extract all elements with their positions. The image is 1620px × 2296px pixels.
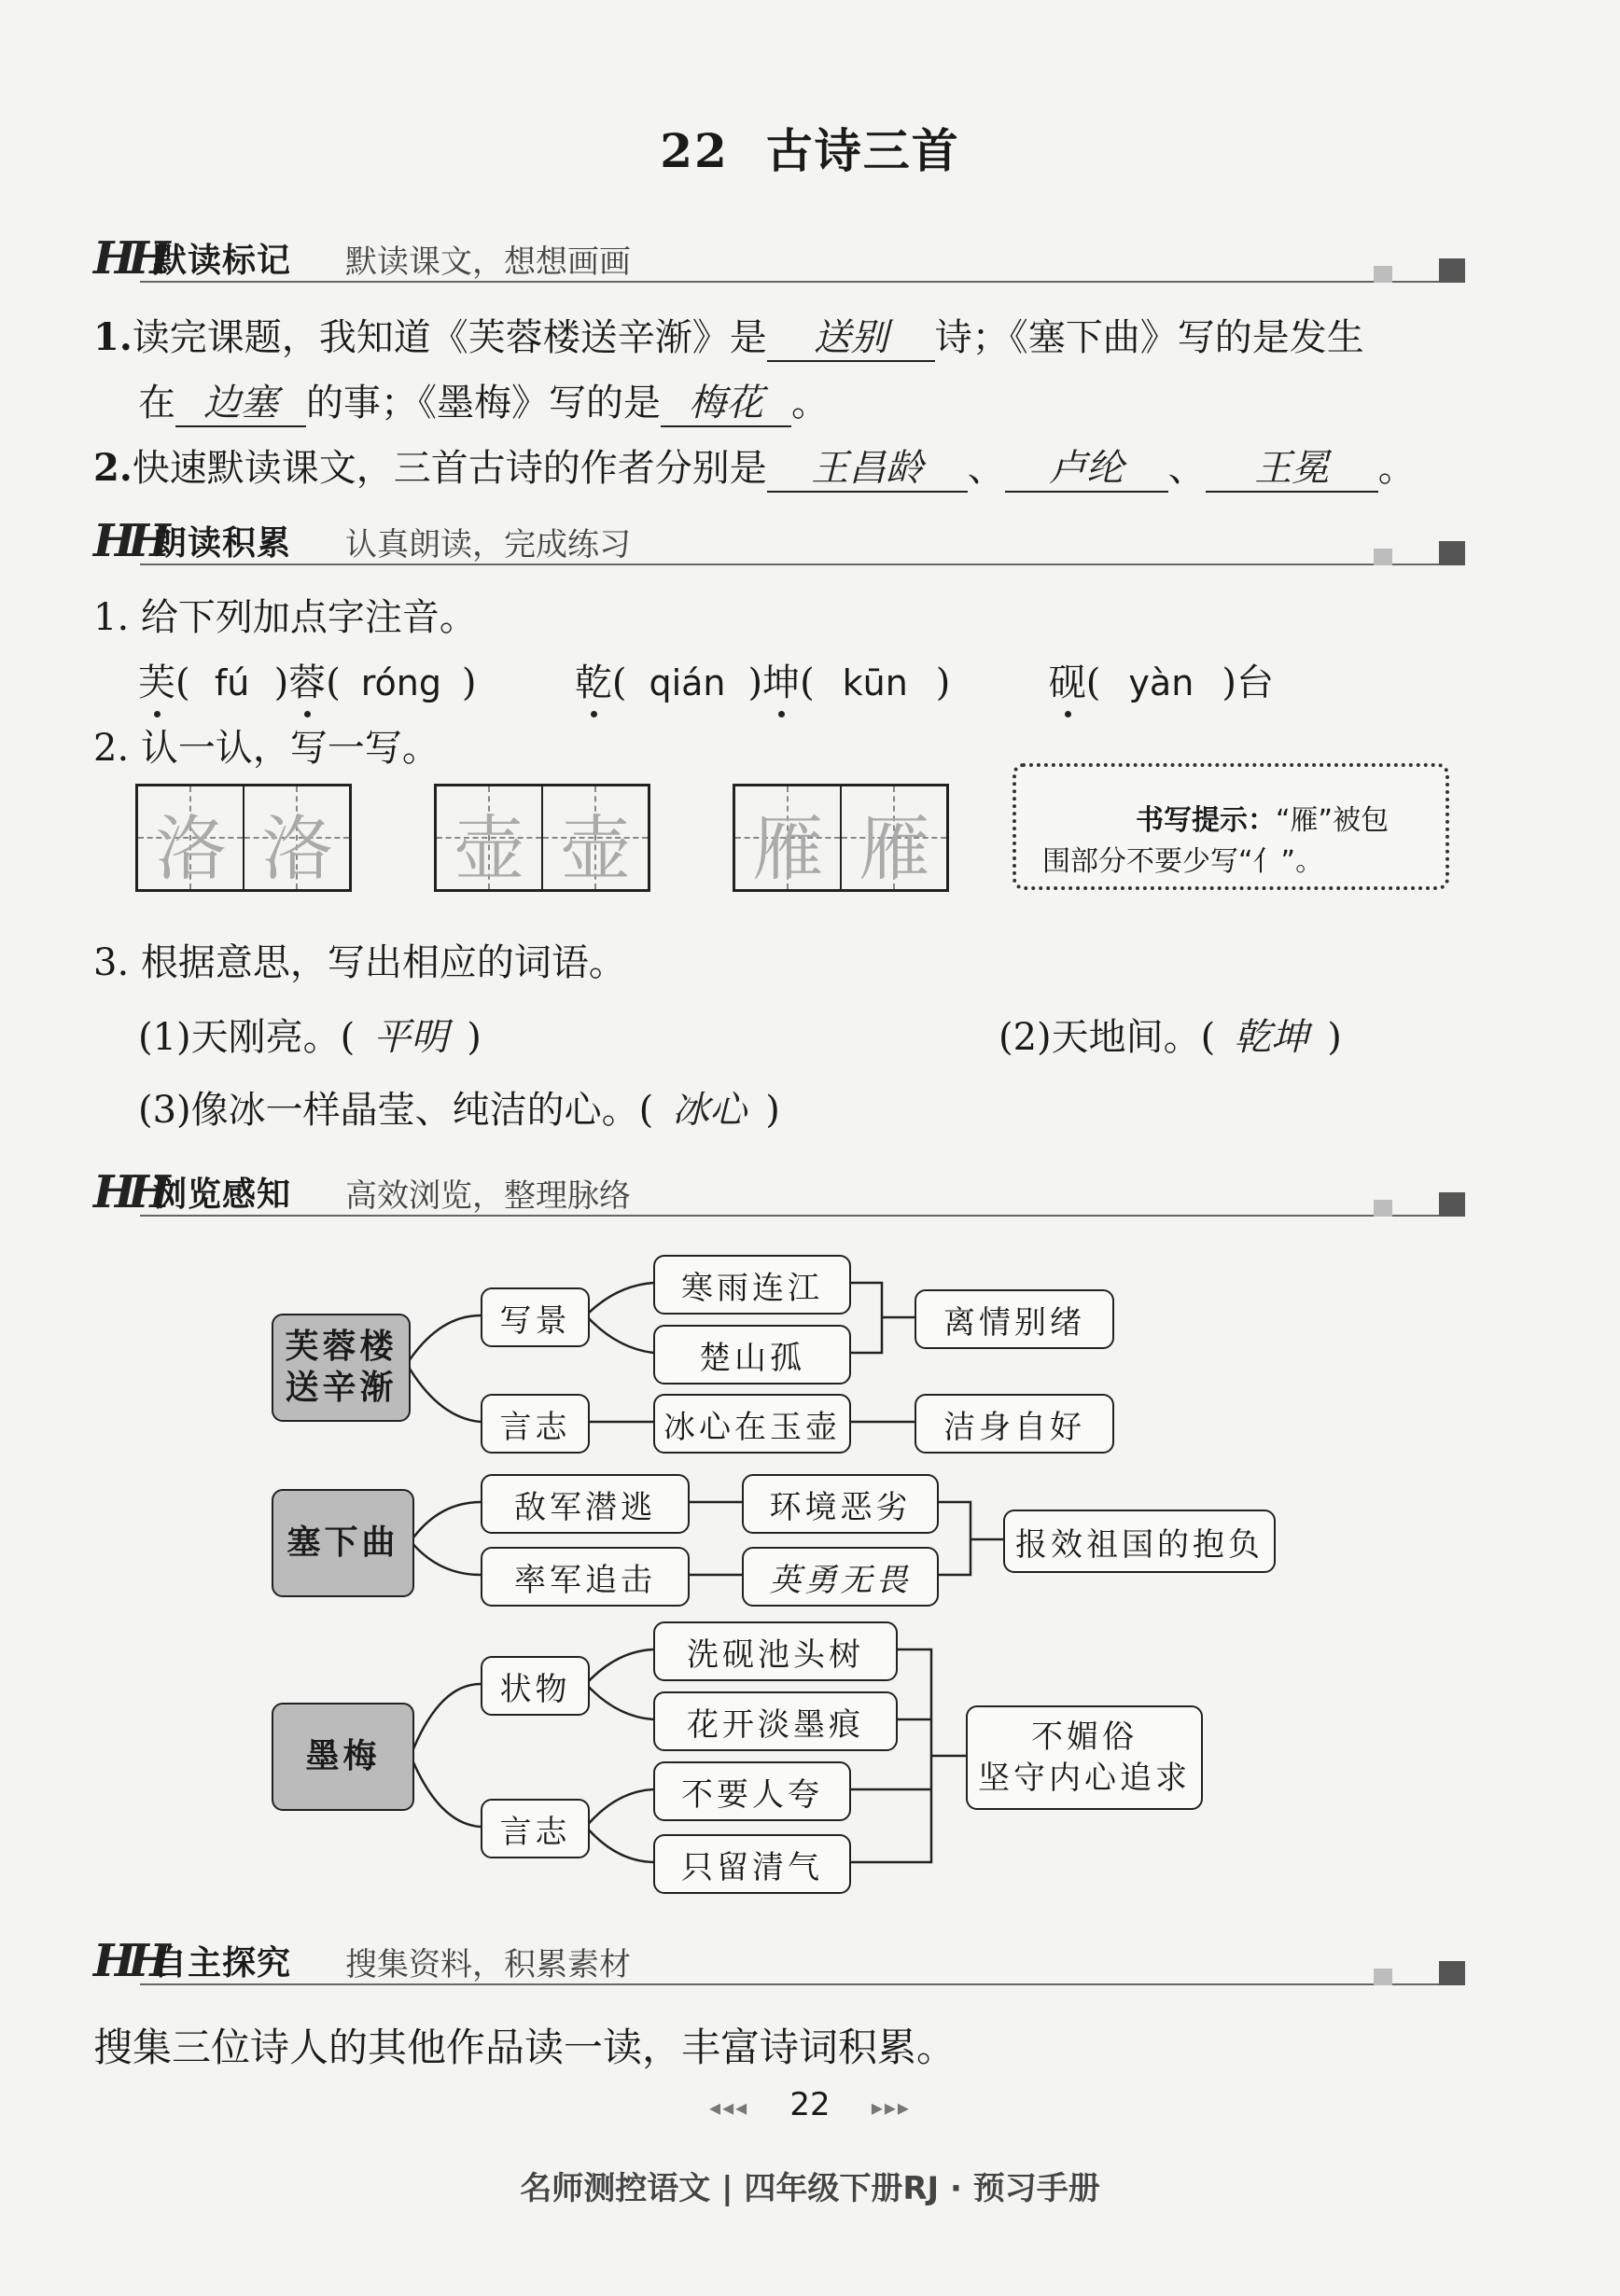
mindmap-node: 寒雨连江 — [653, 1255, 851, 1315]
h-logo-icon: HH — [93, 1935, 163, 1987]
pinyin-answer[interactable]: qián — [649, 662, 726, 703]
writing-grid-yan: 雁 雁 — [733, 784, 949, 892]
h-logo-icon: HH — [93, 515, 163, 567]
mindmap-node: 写景 — [481, 1287, 590, 1347]
question-1-line-1: 1.读完课题，我知道《芙蓉楼送辛渐》是 送别 诗；《塞下曲》写的是发生 — [93, 308, 1364, 362]
mindmap-node: 只留清气 — [653, 1834, 851, 1894]
mindmap-node: 洁身自好 — [915, 1394, 1114, 1454]
page-title: 22 古诗三首 — [660, 123, 960, 178]
words-prompt: 3. 根据意思，写出相应的词语。 — [93, 941, 626, 984]
pinyin-answer[interactable]: kūn — [842, 662, 908, 703]
answer-blank[interactable]: 梅花 — [661, 381, 791, 427]
h-logo-icon: HH — [93, 232, 163, 285]
write-prompt: 2. 认一认，写一写。 — [93, 727, 440, 770]
section-header-reading-aloud: HH 朗读积累 认真朗读，完成练习 — [93, 511, 1465, 569]
word-answer[interactable]: 冰心 — [672, 1089, 747, 1132]
mindmap-root-furonglou: 芙蓉楼 送辛渐 — [272, 1314, 411, 1422]
answer-blank[interactable]: 王冕 — [1206, 446, 1378, 493]
mindmap-node: 报效祖国的抱负 — [1003, 1510, 1276, 1573]
h-logo-icon: HH — [93, 1166, 163, 1218]
pinyin-answer[interactable]: fú — [214, 662, 250, 703]
question-1-line-2: 在 边塞 的事；《墨梅》写的是 梅花 。 — [138, 373, 829, 427]
mindmap-node: 言志 — [481, 1394, 590, 1454]
pinyin-answer[interactable]: róng — [360, 662, 441, 703]
answer-blank[interactable]: 王昌龄 — [767, 446, 968, 493]
mindmap-node: 不要人夸 — [653, 1761, 851, 1821]
writing-grid-luo: 洛 洛 — [135, 784, 352, 892]
answer-blank[interactable]: 边塞 — [175, 381, 306, 427]
writing-grid-hu: 壶 壶 — [434, 784, 650, 892]
mindmap-node: 楚山孤 — [653, 1325, 851, 1385]
mindmap-root-momei: 墨梅 — [272, 1703, 414, 1811]
word-answer[interactable]: 乾坤 — [1234, 1016, 1309, 1059]
question-2: 2.快速默读课文，三首古诗的作者分别是 王昌龄 、 卢纶 、 王冕 。 — [93, 438, 1416, 493]
mindmap-node: 不媚俗 坚守内心追求 — [966, 1705, 1203, 1810]
section-header-silent-reading: HH 默读标记 默读课文，想想画画 — [93, 229, 1465, 286]
mindmap-node: 离情别绪 — [915, 1289, 1114, 1349]
mindmap-node: 率军追击 — [481, 1547, 690, 1607]
words-item-3: (3)像冰一样晶莹、纯洁的心。( 冰心 ) — [138, 1080, 780, 1134]
pinyin-prompt: 1. 给下列加点字注音。 — [93, 596, 477, 639]
page-number: ◂◂◂ 22 ▸▸▸ — [709, 2086, 911, 2123]
word-answer[interactable]: 平明 — [373, 1016, 449, 1059]
mindmap-node: 英勇无畏 — [742, 1547, 939, 1607]
mindmap-node: 冰心在玉壶 — [653, 1394, 851, 1454]
pinyin-answer[interactable]: yàn — [1128, 662, 1194, 703]
self-study-task: 搜集三位诗人的其他作品读一读，丰富诗词积累。 — [93, 2025, 957, 2070]
footer-brand: 名师测控语文 | 四年级下册RJ · 预习手册 — [520, 2170, 1100, 2207]
section-header-overview: HH 浏览感知 高效浏览，整理脉络 — [93, 1162, 1465, 1220]
writing-tip-box: 书写提示：“雁”被包 围部分不要少写“亻”。 — [1012, 763, 1449, 890]
mindmap-node: 言志 — [481, 1799, 590, 1858]
answer-blank[interactable]: 送别 — [767, 315, 935, 362]
pinyin-row: 芙( fú )蓉( róng ) 乾( qián )坤( kūn ) 砚( yàn )台 — [138, 653, 1274, 706]
mindmap-node: 洗砚池头树 — [653, 1621, 898, 1681]
mindmap-node: 状物 — [481, 1656, 590, 1716]
mindmap-node: 环境恶劣 — [742, 1474, 939, 1534]
words-item-2: (2)天地间。( 乾坤 ) — [999, 1008, 1342, 1061]
mindmap-root-saixiaqu: 塞下曲 — [272, 1489, 414, 1597]
answer-blank[interactable]: 卢纶 — [1005, 446, 1168, 493]
section-header-self-study: HH 自主探究 搜集资料，积累素材 — [93, 1931, 1465, 1989]
words-item-1: (1)天刚亮。( 平明 ) — [138, 1008, 482, 1061]
mindmap-node: 敌军潜逃 — [481, 1474, 690, 1534]
mindmap-node: 花开淡墨痕 — [653, 1691, 898, 1751]
